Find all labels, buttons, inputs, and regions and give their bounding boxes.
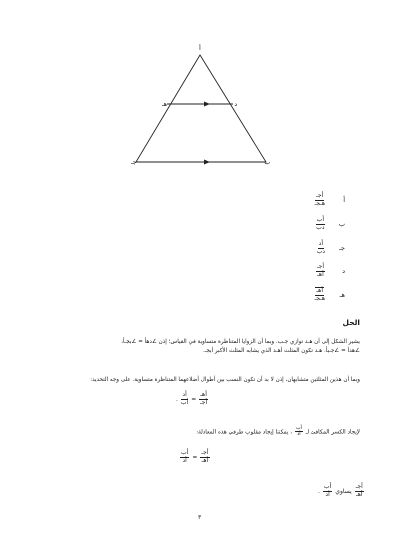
paragraph-text-start: لإيجاد الكسر المكافئ لـ — [305, 429, 360, 436]
inline-fraction — [295, 426, 303, 438]
equals-sign: = — [192, 453, 198, 461]
fraction-numerator: أد — [318, 240, 324, 247]
option-b[interactable] — [316, 217, 345, 232]
vertex-label-bottom-right: ب — [264, 159, 270, 166]
option-e[interactable] — [314, 287, 345, 303]
solution-paragraph-3 — [30, 426, 360, 438]
vertex-label-left-mid: هـ — [162, 101, 167, 108]
equation-left-fraction — [180, 450, 189, 465]
option-letter: جـ — [339, 244, 345, 253]
solution-heading: الحل — [342, 318, 360, 327]
fraction-numerator: أجـ — [316, 192, 324, 199]
triangle-outline — [136, 55, 266, 162]
option-fraction — [314, 287, 325, 303]
fraction-denominator: دب — [316, 223, 325, 231]
fraction-denominator: هـجـ — [314, 199, 325, 207]
fraction-numerator: أجـ — [355, 483, 363, 490]
fraction-denominator: دب — [316, 247, 325, 255]
final-right-fraction — [355, 484, 364, 499]
fraction-numerator: أهـ — [316, 287, 324, 294]
fraction-numerator: أب — [323, 483, 332, 490]
option-letter: أ — [343, 196, 345, 205]
fraction-denominator: أهـ — [355, 490, 363, 498]
final-answer — [318, 484, 364, 499]
equation-2 — [180, 450, 210, 465]
equation-left-fraction — [181, 392, 188, 407]
option-letter: هـ — [339, 290, 345, 299]
page-number: ٣ — [198, 514, 202, 521]
fraction-denominator: أد — [297, 431, 301, 438]
solution-paragraph-1 — [30, 338, 360, 356]
option-letter: د — [342, 267, 345, 276]
fraction-denominator: أد — [182, 456, 187, 464]
arrow-mark-bottom — [204, 160, 210, 165]
arrow-mark-top — [204, 102, 210, 107]
fraction-denominator: أب — [180, 398, 189, 406]
option-fraction — [317, 241, 325, 256]
fraction-denominator: أهـ — [201, 456, 209, 464]
fraction-numerator: أب — [181, 449, 189, 456]
fraction-numerator: أد — [182, 391, 187, 398]
option-fraction — [314, 193, 325, 208]
equation-tail: . — [176, 395, 178, 403]
fraction-denominator: أد — [325, 490, 330, 498]
paragraph-line: يشير الشكل إلى أن هـد توازي جـب. وبما أن الزوايا المتناظرة متساوية في القياس؛ إذن ∠دهأ = ∠بجـأ، — [121, 339, 360, 345]
option-a[interactable] — [314, 193, 345, 208]
final-text: يساوي — [335, 487, 352, 495]
equals-sign: = — [191, 395, 197, 403]
fraction-numerator: أهـ — [200, 391, 207, 398]
option-d[interactable] — [316, 264, 345, 279]
equation-1 — [176, 392, 208, 407]
fraction-denominator: هـجـ — [314, 294, 325, 302]
fraction-numerator: أب — [316, 216, 324, 223]
equation-right-fraction — [199, 392, 208, 407]
vertex-label-bottom-left: جـ — [131, 159, 137, 166]
fraction-denominator: أجـ — [200, 398, 208, 406]
paragraph-line: ∠هدأ = ∠جـبأ. هـد تكون المثلث أهـد الذي يشابه المثلث الأكبر أبجـ. — [203, 348, 360, 354]
option-fraction — [316, 264, 325, 279]
paragraph-text-end: ، يمكننا إيجاد مقلوب طرفي هذه المعادلة: — [196, 429, 293, 436]
option-letter: ب — [338, 220, 345, 229]
final-left-fraction — [323, 484, 332, 499]
vertex-label-right-mid: د — [234, 101, 237, 108]
fraction-numerator: أب — [295, 425, 302, 431]
fraction-denominator: أهـ — [317, 270, 324, 278]
option-c[interactable] — [317, 241, 345, 256]
equation-right-fraction — [200, 450, 209, 465]
fraction-numerator: أجـ — [201, 449, 209, 456]
final-tail: . — [318, 487, 320, 495]
triangle-figure — [120, 40, 280, 170]
vertex-label-top: أ — [199, 45, 201, 52]
fraction-numerator: أجـ — [316, 263, 324, 270]
solution-paragraph-2: وبما أن هذين المثلثين متشابهان، إذن لا بد أن تكون النسب بين أطوال أضلاعهما المتناظرة متساوية. على وجه التحديد: — [90, 377, 360, 383]
option-fraction — [316, 217, 325, 232]
